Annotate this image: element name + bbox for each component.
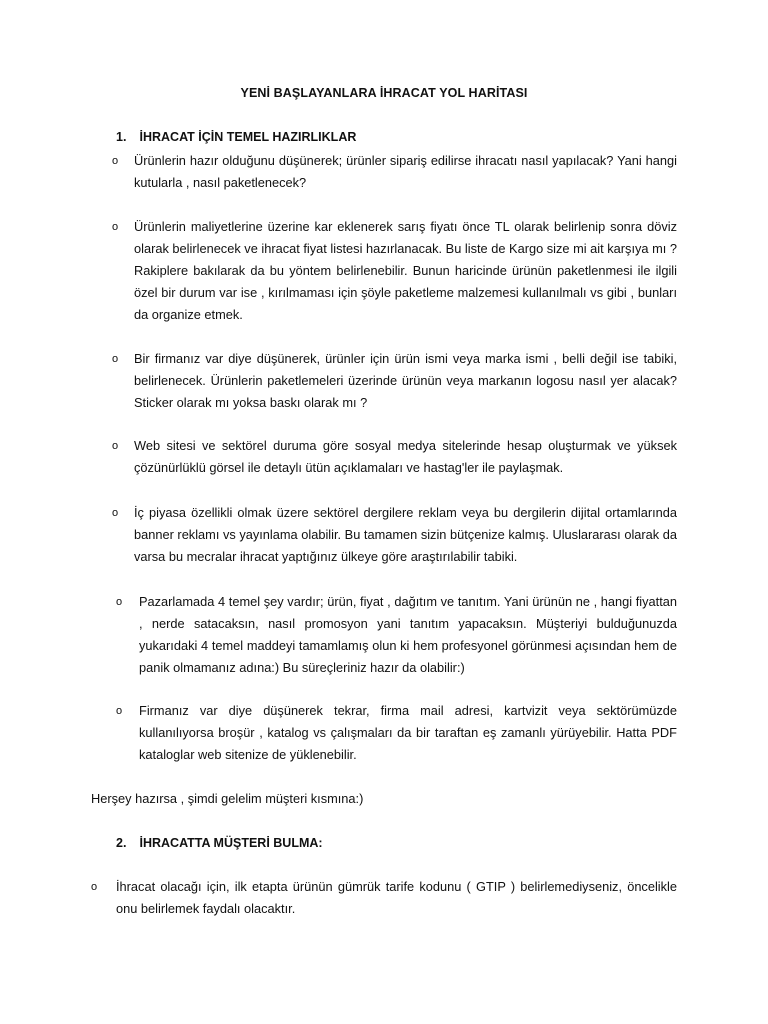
list-item-text: Firmanız var diye düşünerek tekrar, firma mail adresi, kartvizit veya sektörümüzde kullanılıyorsa broşür , katalog vs çalışmaları da bir taraftan eş zamanlı yürüyebilir. Hatta PDF kataloglar web sitenize de yüklenebilir. [139,703,677,762]
section-2-title: İHRACATTA MÜŞTERİ BULMA: [139,836,323,850]
list-item-text: Ürünlerin maliyetlerine üzerine kar eklenerek sarış fiyatı önce TL olarak belirlenip sonra döviz olarak belirlenecek ve ihracat fiyat listesi hazırlanacak. Bu liste de Kargo size mi ait karşıya mı ? Rakiplere bakılarak da bu yöntem belirlenebilir. Bunun haricinde ürünün paketlenmesi ile ilgili özel bir durum var ise , kırılmaması için şöyle paketleme malzemesi kullanılmalı vs gibi , bunları da organize etmek. [134,219,677,322]
transition-paragraph: Herşey hazırsa , şimdi gelelim müşteri kısmına:) [91,791,364,806]
bullet-marker: o [91,881,98,893]
list-item-text: İhracat olacağı için, ilk etapta ürünün gümrük tarife kodunu ( GTIP ) belirlemediyseniz, öncelikle onu belirlemek faydalı olacaktır. [116,879,677,916]
list-item-text: Bir firmanız var diye düşünerek, ürünler için ürün ismi veya marka ismi , belli değil ise tabiki, belirlenecek. Ürünlerin paketlemeleri üzerinde ürünün veya markanın logosu nasıl yer alacak? Sticker olarak mı yoksa baskı olarak mı ? [134,351,677,410]
list-item-text: İç piyasa özellikli olmak üzere sektörel dergilere reklam veya bu dergilerin dijital ortamlarında banner reklamı vs yayınlama olabilir. Bu tamamen sizin bütçenize kalmış. Uluslararası olarak da varsa bu mecralar ihracat yaptığınız ülkeye göre araştırılabilir tabiki. [134,505,677,564]
bullet-marker: o [112,221,119,233]
document-title: YENİ BAŞLAYANLARA İHRACAT YOL HARİTASI [240,86,528,100]
bullet-marker: o [112,155,119,167]
section-2-number: 2. [116,836,127,850]
bullet-marker: o [116,596,123,608]
section-1-title: İHRACAT İÇİN TEMEL HAZIRLIKLAR [139,130,357,144]
section-2-heading [116,836,323,850]
bullet-marker: o [112,353,119,365]
bullet-marker: o [112,440,119,452]
bullet-marker: o [116,705,123,717]
list-item-text: Web sitesi ve sektörel duruma göre sosyal medya sitelerinde hesap oluşturmak ve yüksek çözünürlüklü görsel ile detaylı ütün açıklamaları ve hastag'ler ile paylaşmak. [134,438,677,475]
section-1-heading [116,130,356,144]
list-item-text: Pazarlamada 4 temel şey vardır; ürün, fiyat , dağıtım ve tanıtım. Yani ürünün ne , hangi fiyattan , nerde satacaksın, nasıl promosyon yani tanıtım yapacaksın. Müşteriyi bulduğunuzda yukarıdaki 4 temel maddeyi tamamlamış olun ki hem profesyonel görünmesi açısından hem de panik olmamanız adına:) Bu süreçleriniz hazır da olabilir:) [139,594,677,675]
section-1-number: 1. [116,130,127,144]
list-item-text: Ürünlerin hazır olduğunu düşünerek; ürünler sipariş edilirse ihracatı nasıl yapılacak? Yani hangi kutularla , nasıl paketlenecek? [134,153,677,190]
bullet-marker: o [112,507,119,519]
